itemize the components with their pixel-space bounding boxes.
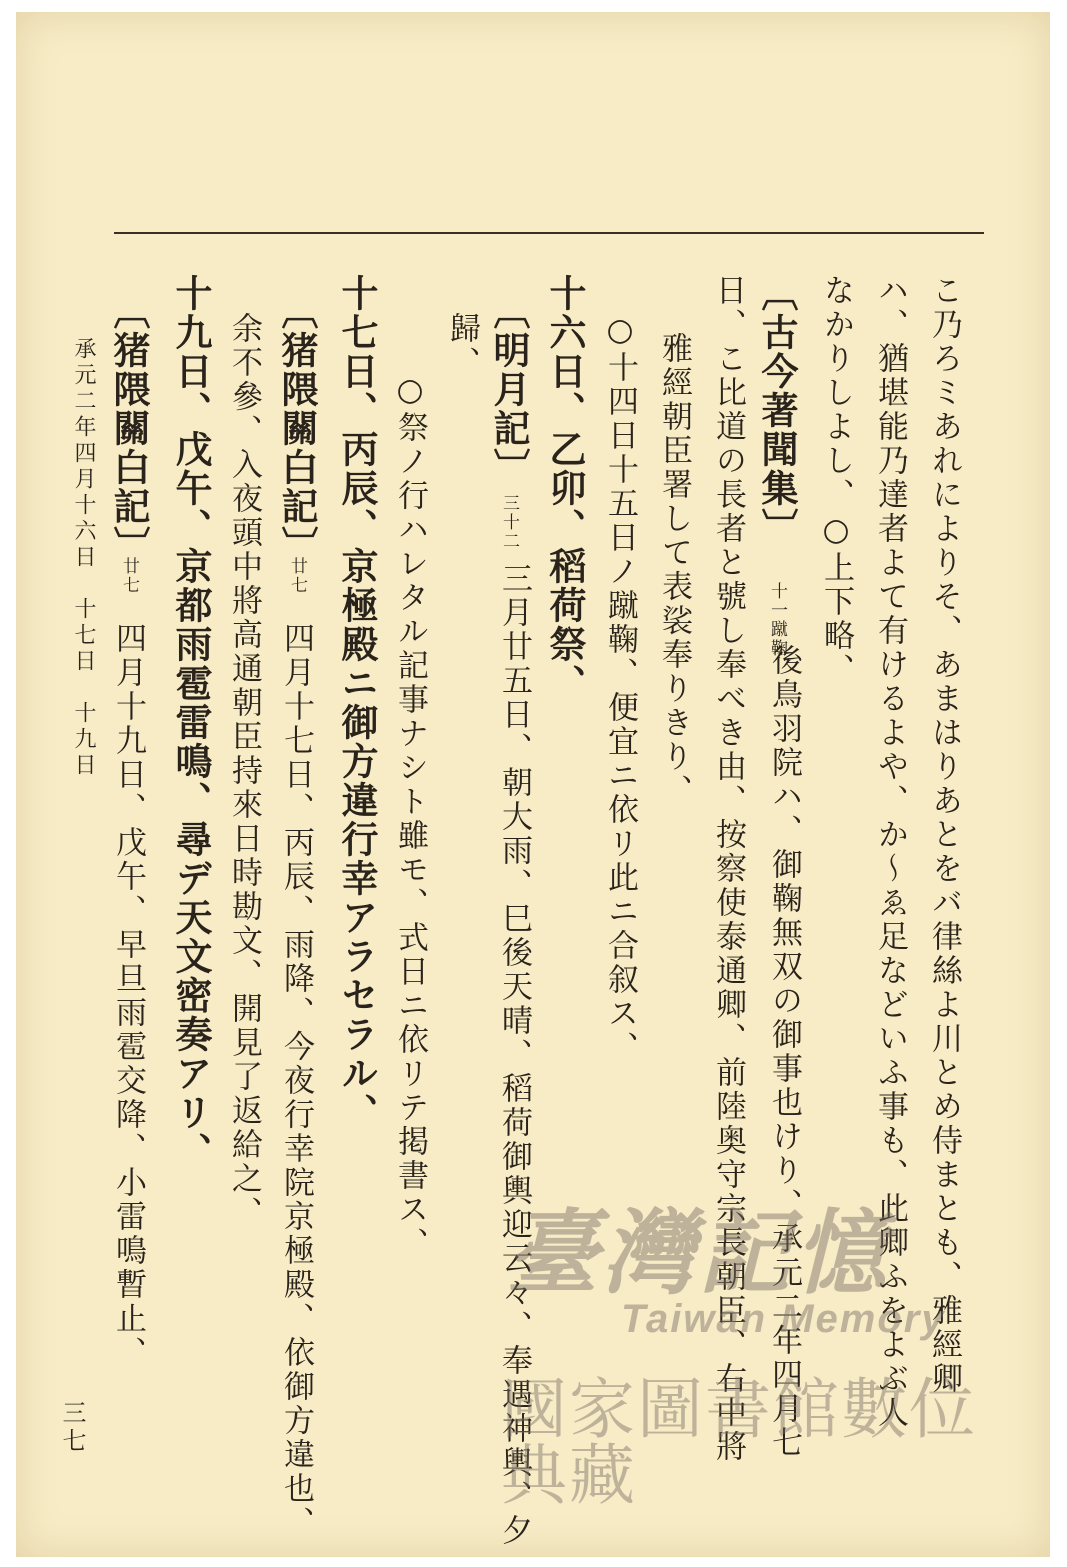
text-column: こ乃ろミあれによりそ、あまはりあとをバ律絲よ川とめ侍まとも、雅經卿 — [926, 274, 962, 1396]
entry-heading: 十六日、乙卯、稻荷祭、 — [543, 274, 587, 703]
text-column: 後鳥羽院ハ、御鞠無双の御事也けり、承元二年四月七 — [766, 644, 802, 1460]
text-column: 雅經朝臣署して表裟奉りきり、 — [656, 332, 692, 808]
entry-heading: 十七日、丙辰、京極殿ニ御方違行幸アラセラル、 — [335, 274, 379, 1132]
text-column: 歸、 — [444, 312, 480, 380]
volume-note: 三十二 — [499, 494, 519, 551]
source-title: 〔 猪隈關白記 〕 — [110, 292, 147, 565]
note-column: ○祭ノ行ハレタル記事ナシト雖モ、式日ニ依リテ掲書ス、 — [392, 372, 428, 1261]
source-title: 〔 明月記 〕 — [490, 292, 527, 487]
book-page — [16, 12, 1050, 1557]
watermark-main: 臺灣記憶 — [506, 1199, 891, 1307]
source-title: 〔 猪隈關白記 〕 — [278, 292, 315, 565]
running-header: 承元二年四月十六日 十七日 十九日 — [71, 337, 96, 779]
text-column: 四月十七日、丙辰、雨降、今夜行幸院京極殿、依御方違也、 — [278, 622, 314, 1540]
watermark-latin: Taiwan Memory — [621, 1297, 946, 1341]
entry-heading: 十九日、戊午、京都雨雹雷鳴、尋デ天文密奏アリ、 — [169, 274, 213, 1171]
text-column: 四月十九日、戊午、早旦雨雹交降、小雷鳴暫止、 — [110, 622, 146, 1370]
source-title: 〔 古今著聞集 〕 — [758, 274, 795, 547]
text-column: 余不參、入夜頭中將高通朝臣持來日時勘文、開見了返給之、 — [226, 312, 262, 1230]
text-column: 三月廿五日、朝大雨、巳後天晴、稻荷御輿迎云々、奉遇神輿、夕 — [496, 562, 532, 1548]
header-rule — [114, 232, 984, 234]
volume-note: 廿七 — [287, 557, 307, 595]
text-column: なかりしよし、○上下略、 — [818, 274, 854, 687]
volume-note: 廿七 — [119, 557, 139, 595]
page-number: 三七 — [58, 1400, 86, 1456]
volume-note: 十一蹴鞠 — [767, 582, 787, 658]
text-column: ハ、猶堪能乃達者よて有けるよや、か〜ゑ足などいふ事も、此卿ふをよぶ人 — [872, 274, 908, 1430]
watermark — [496, 1199, 1016, 1514]
text-column: ○十四日十五日ノ蹴鞠、便宜ニ依リ此ニ合叙ス、 — [602, 312, 638, 1065]
watermark-sub: 國家圖書館數位典藏 — [501, 1371, 977, 1514]
text-column: 日、こ比道の長者と號し奉べき由、按察使泰通卿、前陸奥守宗長朝臣、右中將 — [710, 274, 746, 1464]
